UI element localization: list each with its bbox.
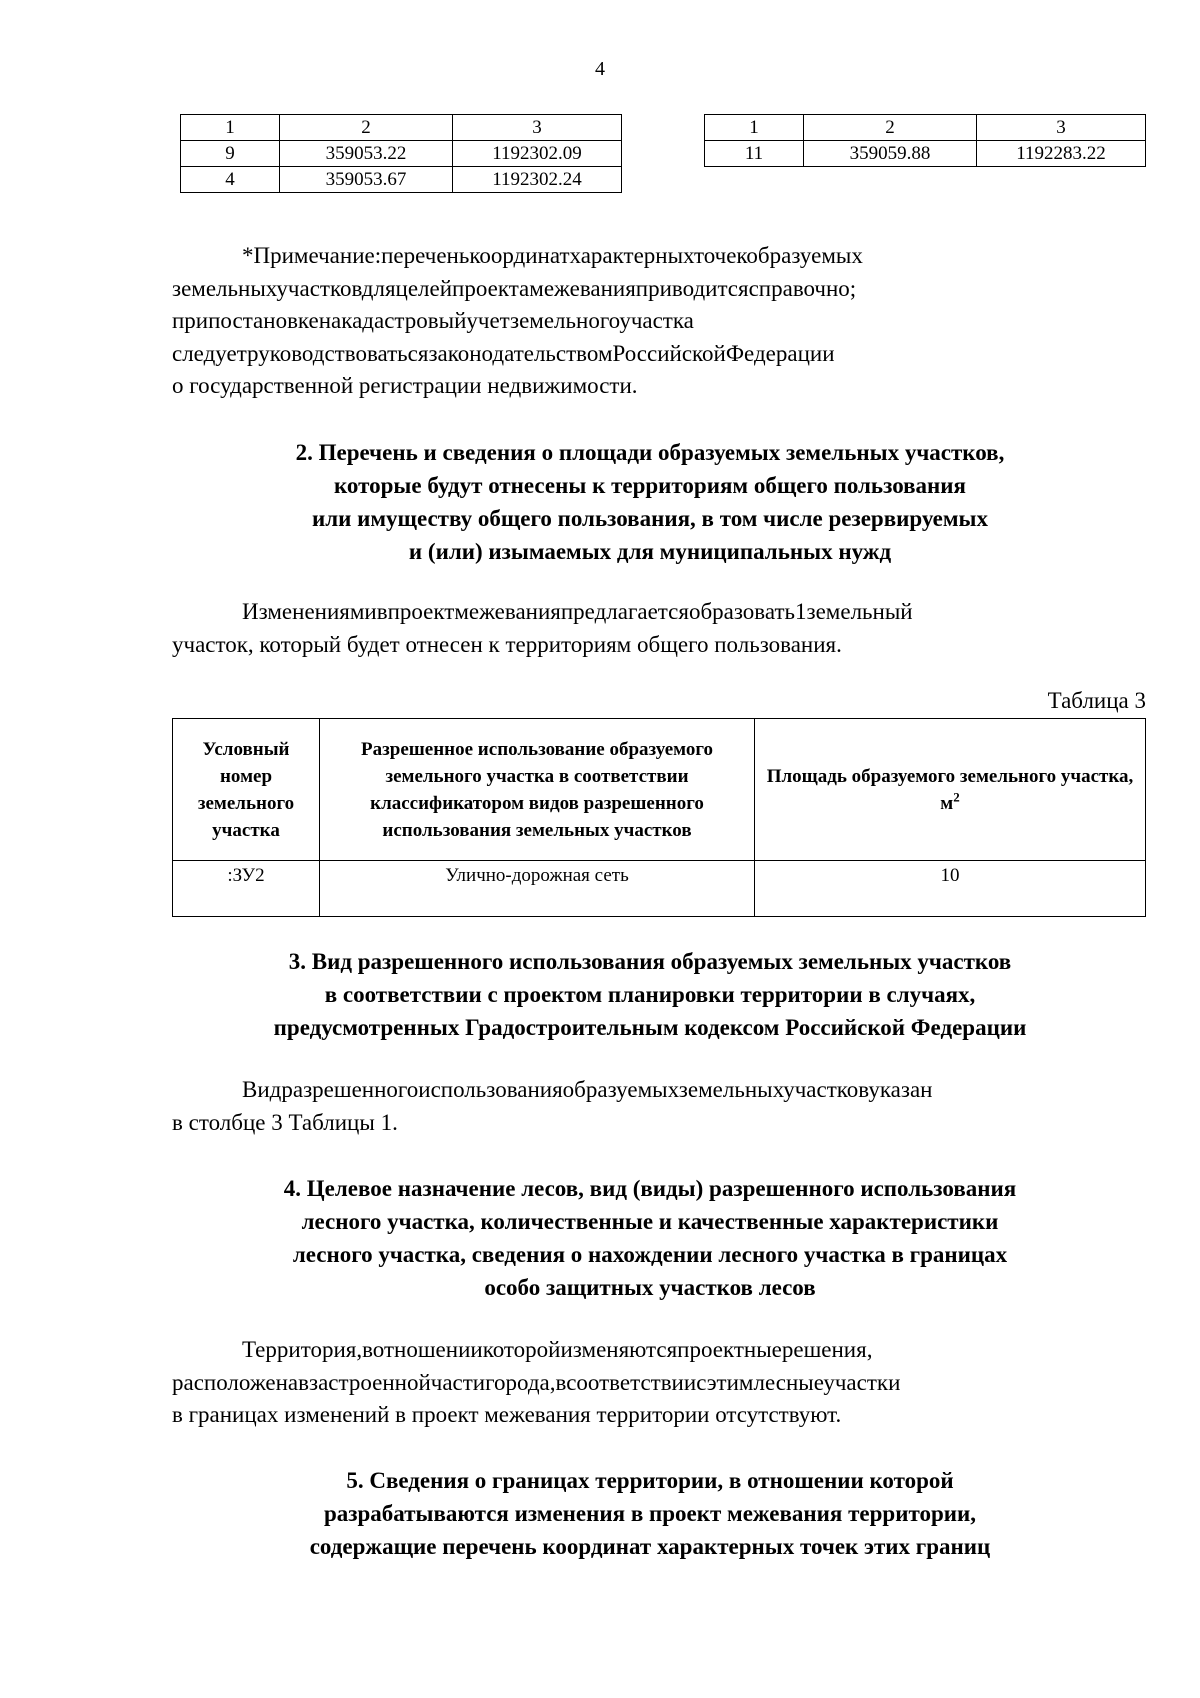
word: целей <box>395 275 453 301</box>
word: для <box>361 275 396 301</box>
heading-line: содержащие перечень координат характерных точек этих границ <box>309 1534 991 1559</box>
table-cell: 9 <box>181 141 280 167</box>
word: застроенной <box>309 1369 431 1395</box>
word: которой <box>482 1337 561 1362</box>
word: в <box>376 599 388 624</box>
column-header-area-text: Площадь образуемого земельного участка, <box>766 765 1134 787</box>
heading-line: 3. Вид разрешенного использования образуемых земельных участков <box>288 949 1012 974</box>
table-row <box>173 861 1146 917</box>
table-cell: 359053.22 <box>280 141 453 167</box>
word: проектные <box>677 1337 782 1362</box>
body-line <box>172 1074 1146 1107</box>
word: кадастровый <box>341 308 467 333</box>
table-cell: 10 <box>755 861 1146 917</box>
heading-line: предусмотренных Градостроительным кодексом Российской Федерации <box>273 1015 1027 1040</box>
table-cell: 4 <box>181 167 280 193</box>
word: на <box>318 308 342 333</box>
column-header-use: Разрешенное использование образуемого земельного участка в соответствии классификатором видов разрешенного использования земельных участков <box>320 719 755 861</box>
heading-line: в соответствии с проектом планировки территории в случаях, <box>324 982 976 1007</box>
area-unit: м <box>940 792 954 814</box>
word: в <box>555 1369 567 1395</box>
note-paragraph <box>172 240 1146 403</box>
heading-line: 5. Сведения о границах территории, в отношении которой <box>346 1468 954 1493</box>
word: межевания <box>529 275 636 301</box>
word: разрешенного <box>281 1077 419 1102</box>
word: Территория, <box>242 1337 363 1362</box>
column-header-number: Условный номер земельного участка <box>173 719 320 861</box>
body-line <box>172 1334 1146 1367</box>
table-cell: 1 <box>181 115 280 141</box>
word: справочно; <box>748 275 857 301</box>
section-4-heading <box>140 1172 1160 1304</box>
coordinates-table-left <box>180 114 622 193</box>
word: земельных <box>678 1077 784 1102</box>
word: межевания <box>454 599 561 624</box>
heading-line: особо защитных участков лесов <box>484 1275 816 1300</box>
section-3-heading <box>140 945 1160 1044</box>
word: постановке <box>208 308 319 333</box>
heading-line: или имуществу общего пользования, в том числе резервируемых <box>311 506 988 531</box>
heading-line: 2. Перечень и сведения о площади образуемых земельных участков, <box>295 440 1005 465</box>
word: города, <box>485 1369 556 1395</box>
table-cell: Улично-дорожная сеть <box>320 861 755 917</box>
word: проект <box>387 599 455 624</box>
area-unit-power: 2 <box>953 789 960 805</box>
table-cell: 1 <box>705 115 804 141</box>
coordinates-table-right <box>704 114 1146 167</box>
word: образовать <box>688 599 796 624</box>
table-cell: 1192302.24 <box>453 167 622 193</box>
table-cell: 11 <box>705 141 804 167</box>
word: образуемых <box>562 1077 679 1102</box>
heading-line: разрабатываются изменения в проект межевания территории, <box>323 1501 977 1526</box>
word: соответствии <box>566 1369 697 1395</box>
body-line <box>172 596 1146 629</box>
note-line: о государственной регистрации недвижимости. <box>172 373 638 398</box>
word: предлагается <box>560 599 689 624</box>
section-3-body <box>172 1074 1146 1139</box>
body-line <box>172 1367 1146 1400</box>
word: следует <box>172 340 248 366</box>
word: точек <box>693 243 747 268</box>
table-cell: 1192302.09 <box>453 141 622 167</box>
column-header-area <box>755 719 1146 861</box>
word: характерных <box>569 243 694 268</box>
table-3 <box>172 718 1146 917</box>
word: участки <box>823 1369 901 1395</box>
word: Российской <box>612 340 726 366</box>
word: части <box>430 1369 486 1395</box>
word: руководствоваться <box>247 340 429 366</box>
word: земельных <box>172 275 277 301</box>
word: земельного <box>509 308 620 333</box>
table-row <box>181 167 622 193</box>
word: участков <box>783 1077 869 1102</box>
table-row <box>705 115 1146 141</box>
word: участков <box>276 275 362 301</box>
table-cell: 359053.67 <box>280 167 453 193</box>
word: лесные <box>753 1369 824 1395</box>
word: указан <box>868 1077 933 1102</box>
word: с <box>696 1369 707 1395</box>
note-line <box>172 305 1146 338</box>
word: решения, <box>781 1337 873 1362</box>
word: проекта <box>452 275 530 301</box>
table-cell: :ЗУ2 <box>173 861 320 917</box>
table-3-caption: Таблица 3 <box>1047 688 1146 713</box>
word: приводится <box>635 275 749 301</box>
body-line: в границах изменений в проект межевания территории отсутствуют. <box>172 1402 842 1427</box>
body-line: в столбце 3 Таблицы 1. <box>172 1109 398 1135</box>
page-number: 4 <box>595 58 605 80</box>
word: в <box>362 1337 373 1362</box>
heading-line: и (или) изымаемых для муниципальных нужд <box>408 539 892 564</box>
table-cell: 3 <box>453 115 622 141</box>
section-2-body <box>172 596 1146 661</box>
table-row <box>705 141 1146 167</box>
table-cell: 2 <box>280 115 453 141</box>
section-2-heading <box>140 436 1160 568</box>
table-cell: 359059.88 <box>804 141 977 167</box>
word: использования <box>418 1077 563 1102</box>
word: *Примечание: <box>242 243 382 268</box>
word: Изменениями <box>242 599 377 624</box>
word: 1 <box>795 599 807 624</box>
section-4-body <box>172 1334 1146 1432</box>
note-line <box>172 273 1146 306</box>
word: отношении <box>372 1337 483 1362</box>
word: расположена <box>172 1369 299 1395</box>
word: Вид <box>242 1077 282 1102</box>
heading-line: лесного участка, количественные и качественные характеристики <box>301 1209 999 1234</box>
table-header-row <box>173 719 1146 861</box>
word: образуемых <box>746 243 863 268</box>
table-cell: 1192283.22 <box>977 141 1146 167</box>
note-line <box>172 240 1146 273</box>
word: земельный <box>806 599 913 624</box>
word: Федерации <box>725 340 835 366</box>
body-line: участок, который будет отнесен к территориям общего пользования. <box>172 631 842 657</box>
table-cell: 3 <box>977 115 1146 141</box>
word: перечень <box>381 243 470 268</box>
table-row <box>181 141 622 167</box>
heading-line: которые будут отнесены к территориям общего пользования <box>333 473 966 498</box>
word: законодательством <box>428 340 613 366</box>
table-cell: 2 <box>804 115 977 141</box>
note-line <box>172 338 1146 371</box>
table-row <box>181 115 622 141</box>
word: координат <box>469 243 570 268</box>
word: участка <box>619 308 694 333</box>
word: в <box>298 1369 310 1395</box>
heading-line: лесного участка, сведения о нахождении лесного участка в границах <box>292 1242 1008 1267</box>
word: при <box>172 308 209 333</box>
heading-line: 4. Целевое назначение лесов, вид (виды) разрешенного использования <box>283 1176 1017 1201</box>
word: этим <box>706 1369 754 1395</box>
word: учет <box>466 308 510 333</box>
word: изменяются <box>560 1337 678 1362</box>
section-5-heading <box>140 1464 1160 1563</box>
